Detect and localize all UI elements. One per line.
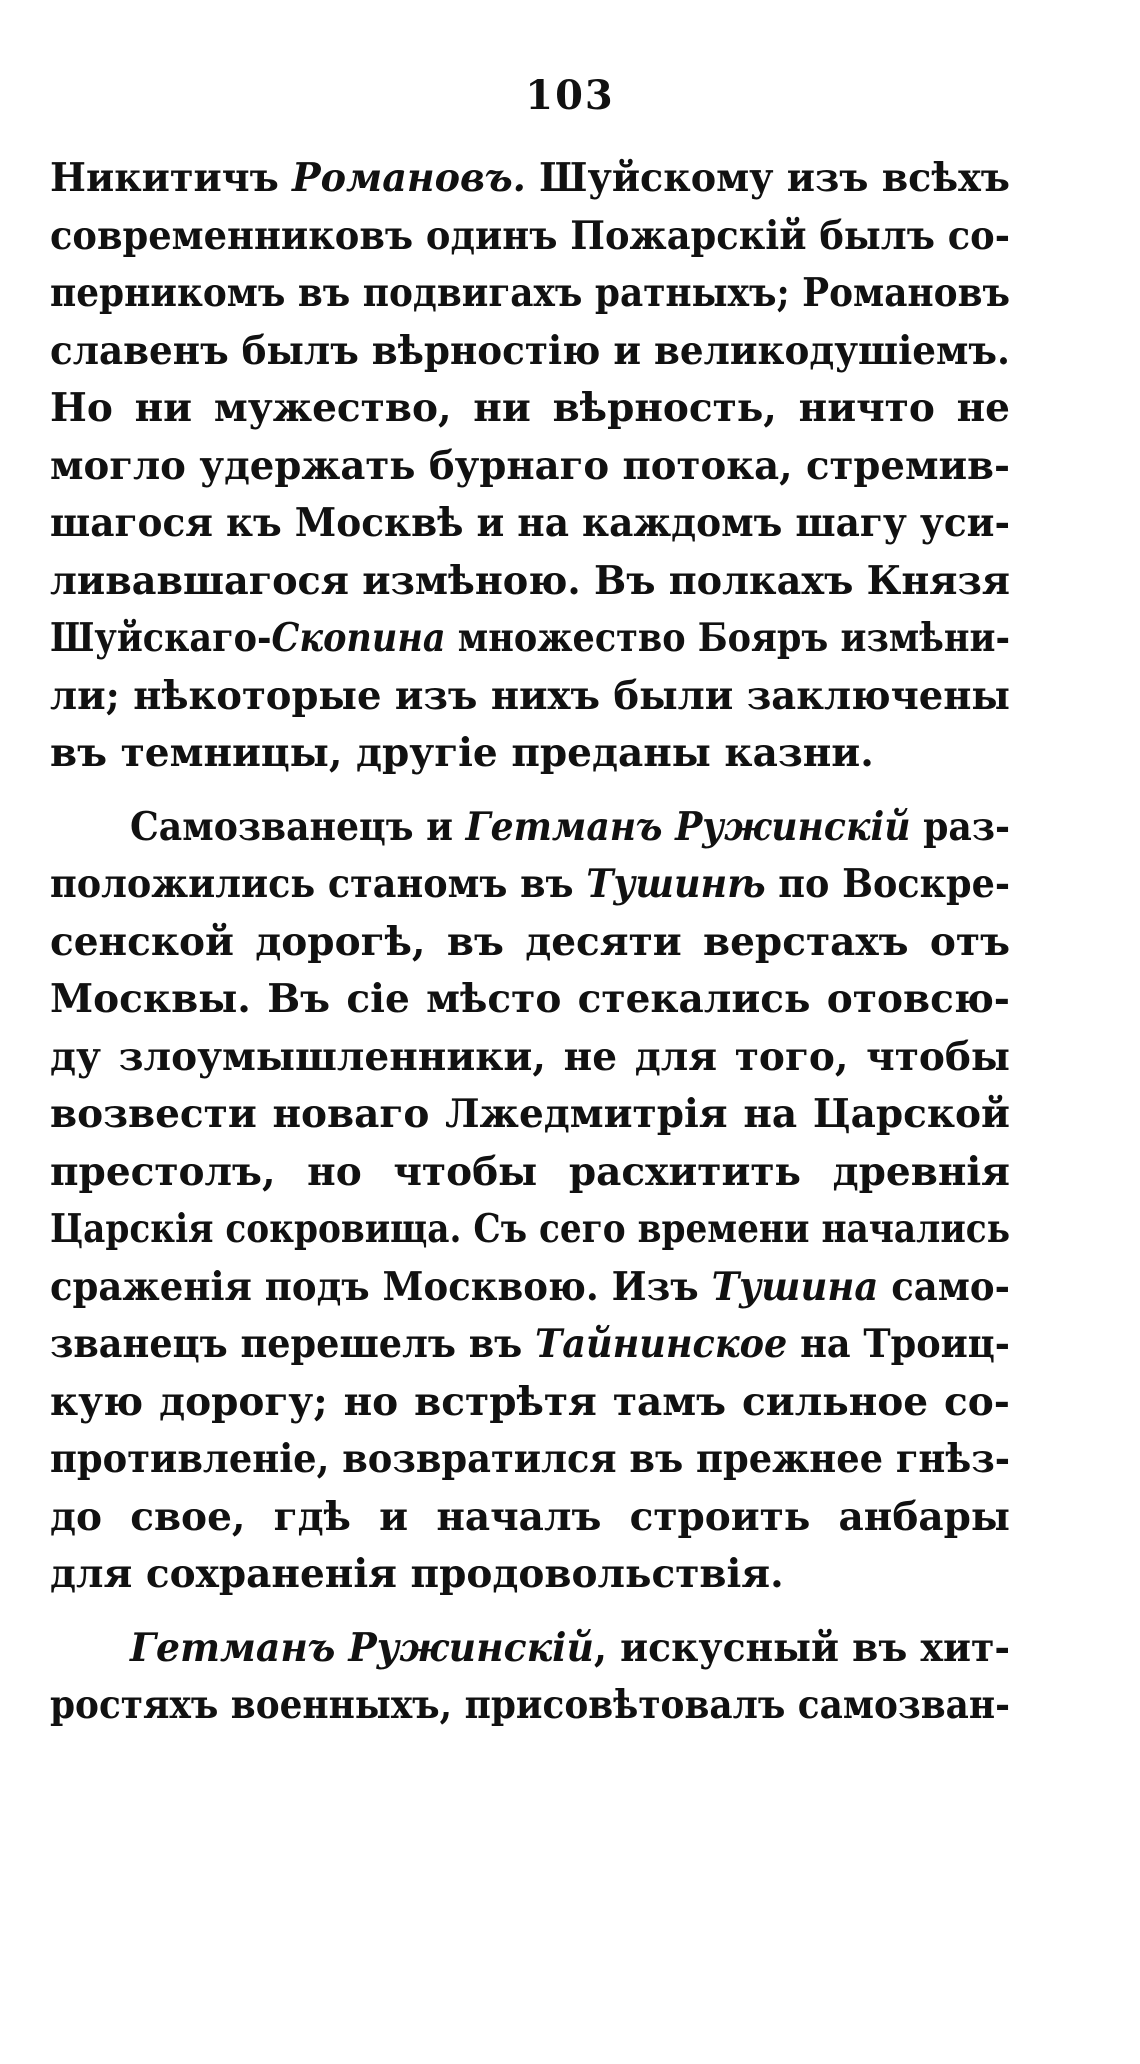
text-line-content [130, 799, 1010, 857]
text-line-content [50, 914, 1010, 972]
text-line-content [50, 1316, 1010, 1374]
text-line [50, 150, 1010, 208]
text-segment: для сохраненія продовольствія. [50, 1551, 784, 1597]
text-segment: ливавшагося измѣною. Въ полкахъ Князя [50, 557, 1010, 604]
text-line [50, 438, 1010, 496]
text-line [50, 495, 1010, 553]
text-segment: славенъ былъ вѣрностію и великодушіемъ. [50, 327, 1010, 374]
text-line-content [50, 856, 1010, 914]
text-segment: въ темницы, другіе преданы казни. [50, 730, 874, 776]
text-line [50, 1489, 1010, 1547]
page-number: 103 [525, 72, 615, 119]
text-line [50, 914, 1010, 972]
italic-text: Гетманъ Ружинскій [130, 1624, 594, 1671]
italic-text: Скопина [271, 615, 446, 661]
text-line-content [50, 610, 1010, 668]
text-line-content [50, 553, 1010, 611]
text-line-content [50, 1374, 1010, 1432]
text-line-content [50, 150, 1010, 208]
text-line [50, 668, 1010, 726]
text-line [50, 799, 1010, 857]
text-line [50, 856, 1010, 914]
text-line [50, 1316, 1010, 1374]
text-segment: сраженія подъ Москвою. Изъ [50, 1263, 712, 1310]
text-line [50, 1374, 1010, 1432]
text-line-content [50, 380, 1010, 438]
italic-text: Романовъ. [292, 155, 526, 201]
text-line-content [50, 971, 1010, 1029]
text-line-content [50, 323, 1010, 381]
text-segment: по Воскре- [765, 861, 1010, 907]
text-line [50, 1259, 1010, 1317]
text-segment: званецъ перешелъ въ [50, 1321, 535, 1367]
text-segment: Царскія сокровища. Съ сего времени начались [50, 1206, 1010, 1252]
text-line-content [50, 1431, 1010, 1489]
text-segment: перникомъ въ подвигахъ ратныхъ; Романовъ [50, 270, 1010, 316]
text-segment: современниковъ одинъ Пожарскій былъ со- [50, 212, 1010, 259]
text-segment: само- [878, 1263, 1010, 1310]
text-line [50, 1029, 1010, 1087]
text-line-content [130, 1620, 1010, 1678]
italic-text: Тушина [711, 1263, 879, 1310]
text-line [50, 265, 1010, 323]
text-line [50, 323, 1010, 381]
text-line-content [50, 1489, 1010, 1547]
text-line [50, 725, 1010, 783]
text-segment: раз- [910, 803, 1010, 850]
text-segment: на Троиц- [787, 1321, 1010, 1367]
text-segment: противленіе, возвратился въ прежнее гнѣз- [50, 1436, 1010, 1482]
text-segment: ду злоумышленники, не для того, чтобы [50, 1033, 1010, 1080]
text-segment: ли; нѣкоторые изъ нихъ были заключены [50, 672, 1010, 719]
text-segment: Шуйскому изъ всѣхъ [525, 155, 1010, 201]
text-line [50, 1546, 1010, 1604]
text-line [50, 1201, 1010, 1259]
text-line-content [50, 495, 1010, 553]
text-segment: Никитичъ [50, 155, 293, 201]
italic-text: Гетманъ Ружинскій [465, 803, 911, 850]
text-segment: множество Бояръ измѣни- [445, 615, 1010, 661]
body-text [50, 150, 1010, 1735]
text-line-content [50, 1677, 1010, 1735]
text-segment: могло удержать бурнаго потока, стремив- [50, 442, 1010, 489]
text-line-content [50, 1546, 784, 1604]
text-segment: Но ни мужество, ни вѣрность, ничто не [50, 385, 1010, 431]
text-segment: кую дорогу; но встрѣтя тамъ сильное со- [50, 1378, 1010, 1425]
text-line [50, 1677, 1010, 1735]
text-line-content [50, 668, 1010, 726]
text-line [50, 1431, 1010, 1489]
text-line-content [50, 438, 1010, 496]
text-line-content [50, 1259, 1010, 1317]
text-segment: шагося къ Москвѣ и на каждомъ шагу уси- [50, 500, 1010, 546]
text-line [50, 208, 1010, 266]
text-line [50, 610, 1010, 668]
text-line-content [50, 1201, 1010, 1259]
text-line [50, 971, 1010, 1029]
text-line-content [50, 1086, 1010, 1144]
text-segment: престолъ, но чтобы расхитить древнія [50, 1148, 1010, 1195]
text-segment: , искусный въ хит- [593, 1624, 1010, 1671]
text-segment: Шуйскаго- [50, 615, 272, 661]
text-line-content [50, 265, 1010, 323]
text-segment: возвести новаго Лжедмитрія на Царской [50, 1091, 1010, 1137]
text-segment: сенской дорогѣ, въ десяти верстахъ отъ [50, 918, 1010, 965]
text-line [50, 553, 1010, 611]
text-segment: положились станомъ въ [50, 861, 587, 907]
text-line [50, 1620, 1010, 1678]
italic-text: Тайнинское [534, 1321, 788, 1367]
text-segment: ростяхъ военныхъ, присовѣтовалъ самозван- [50, 1682, 1010, 1728]
text-segment: Москвы. Въ сіе мѣсто стекались отовсю- [50, 976, 1010, 1022]
italic-text: Тушинѣ [586, 861, 766, 907]
text-line-content [50, 208, 1010, 266]
text-line-content [50, 1029, 1010, 1087]
text-line-content [50, 1144, 1010, 1202]
text-segment: Самозванецъ и [130, 803, 466, 850]
text-segment: до свое, гдѣ и началъ строить анбары [50, 1493, 1010, 1540]
text-line [50, 1144, 1010, 1202]
text-line [50, 380, 1010, 438]
text-line [50, 1086, 1010, 1144]
text-line-content [50, 725, 874, 783]
